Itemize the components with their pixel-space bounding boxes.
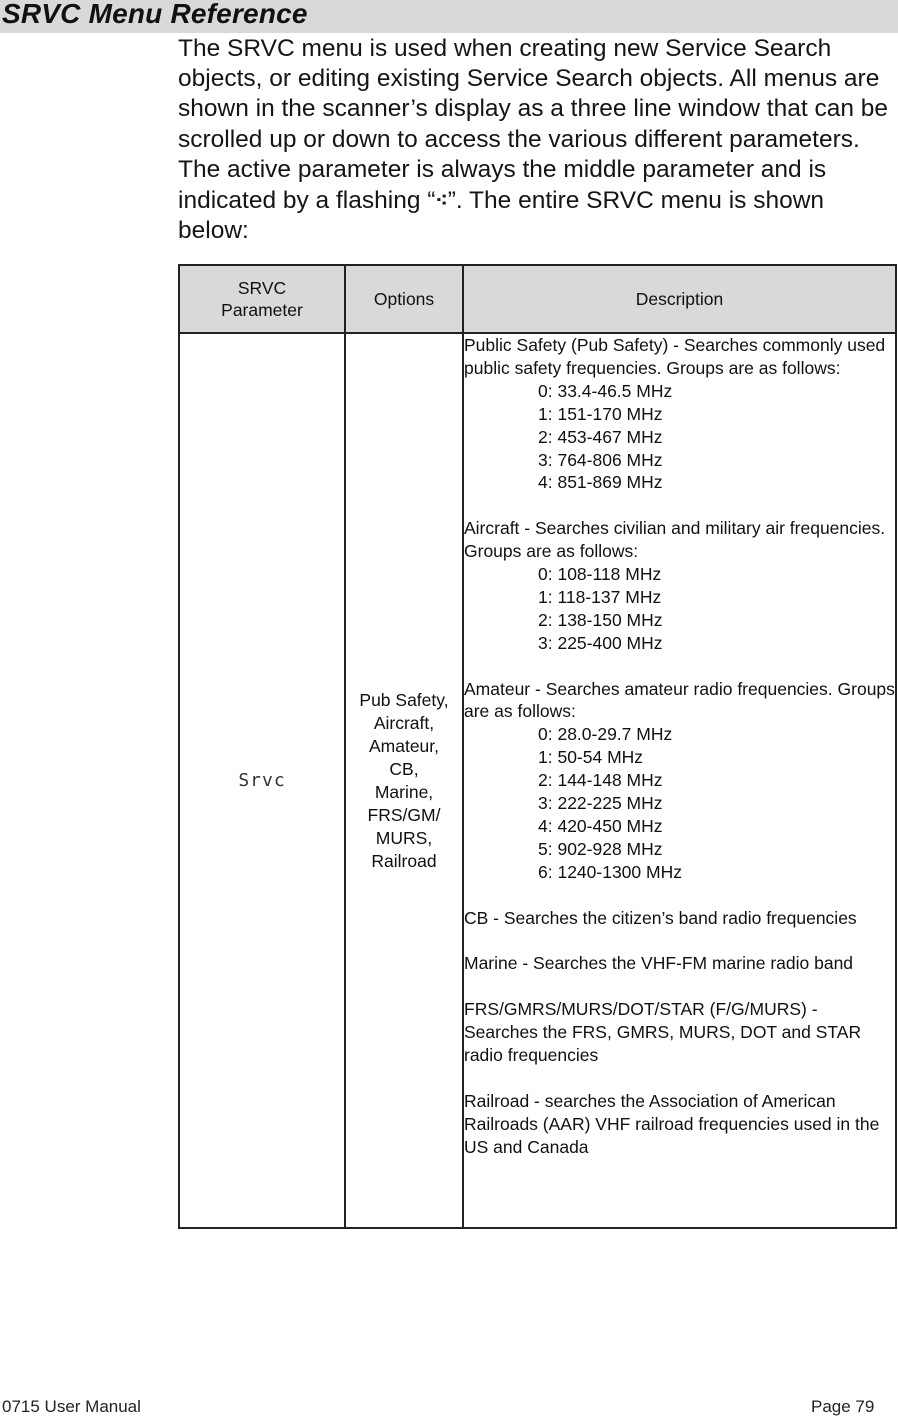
parameter-lcd-display: Srvc (238, 770, 286, 791)
service-description: CB - Searches the citizen’s band radio frequencies (464, 907, 857, 928)
description-cell (463, 333, 896, 1228)
service-description: Amateur - Searches amateur radio frequencies. Groups are as follows: (464, 678, 895, 722)
group-item: 1: 151-170 MHz (538, 403, 663, 424)
paragraph-gap (464, 655, 895, 678)
option-item: FRS/GM/ (367, 804, 441, 825)
group-item: 4: 420-450 MHz (538, 816, 663, 836)
option-item: CB, (389, 758, 419, 779)
section-header-bar (0, 0, 898, 33)
group-item: 4: 851-869 MHz (538, 472, 663, 493)
group-item: 5: 902-928 MHz (538, 838, 663, 859)
description-list (464, 334, 895, 1159)
paragraph-gap (464, 930, 895, 953)
intro-paragraph (178, 34, 894, 246)
footer-manual-title: 0715 User Manual (2, 1397, 141, 1416)
group-list (464, 723, 895, 883)
service-description: Aircraft - Searches civilian and military air frequencies. Groups are as follows: (464, 518, 886, 562)
group-item: 0: 33.4-46.5 MHz (538, 380, 673, 401)
footer-page-number: Page 79 (811, 1397, 875, 1416)
service-description: Public Safety (Pub Safety) - Searches commonly used public safety frequencies. Groups are as follows: (464, 335, 886, 378)
group-item: 6: 1240-1300 MHz (538, 861, 682, 882)
header-options: Options (345, 265, 463, 333)
intro-text-start: The SRVC menu is used when creating new Service Search objects, or editing existing Service Search objects. All menus are shown in the scanner’s display as a three line window that can be scrolled up or down to access the various different parameters. The active parameter is always the middle parameter and is indicated by a flashing “ (178, 35, 889, 215)
table-row (179, 333, 896, 1228)
paragraph-gap (464, 494, 895, 517)
header-parameter-line1: SRVC (237, 278, 287, 298)
group-item: 2: 138-150 MHz (538, 609, 663, 630)
options-cell (345, 333, 463, 1228)
group-item: 0: 108-118 MHz (538, 564, 662, 585)
srvc-menu-table (178, 264, 897, 1229)
paragraph-gap (464, 884, 895, 907)
header-description: Description (463, 265, 896, 333)
flashing-indicator-icon: ⁖ (435, 190, 448, 211)
option-item: Railroad (371, 850, 437, 871)
group-item: 1: 118-137 MHz (538, 586, 662, 607)
service-description: Marine - Searches the VHF-FM marine radio band (464, 953, 854, 974)
group-item: 2: 453-467 MHz (538, 426, 663, 447)
group-list (464, 380, 895, 495)
paragraph-gap (464, 1067, 895, 1090)
option-item: MURS, (375, 827, 433, 848)
table-header-row (179, 265, 896, 333)
parameter-cell (179, 333, 345, 1228)
intro-text-end: ”. The entire SRVC menu is shown below: (178, 187, 825, 245)
service-description: FRS/GMRS/MURS/DOT/STAR (F/G/MURS) - Searches the FRS, GMRS, MURS, DOT and STAR radio frequencies (464, 999, 862, 1066)
header-parameter-line2: Parameter (221, 300, 303, 320)
option-item: Marine, (374, 781, 434, 802)
group-item: 2: 144-148 MHz (538, 770, 663, 791)
header-parameter (179, 265, 345, 333)
group-list (464, 563, 895, 655)
option-item: Amateur, (368, 735, 440, 756)
group-item: 1: 50-54 MHz (538, 747, 644, 768)
group-item: 3: 222-225 MHz (538, 793, 663, 814)
paragraph-gap (464, 975, 895, 998)
service-description: Railroad - searches the Association of American Railroads (AAR) VHF railroad frequencies used in the US and Canada (464, 1090, 880, 1157)
section-title: SRVC Menu Reference (2, 0, 308, 29)
options-list (346, 689, 462, 873)
group-item: 3: 764-806 MHz (538, 449, 663, 470)
group-item: 3: 225-400 MHz (538, 632, 663, 653)
group-item: 0: 28.0-29.7 MHz (538, 724, 673, 745)
option-item: Pub Safety, (359, 689, 449, 710)
option-item: Aircraft, (373, 712, 435, 733)
